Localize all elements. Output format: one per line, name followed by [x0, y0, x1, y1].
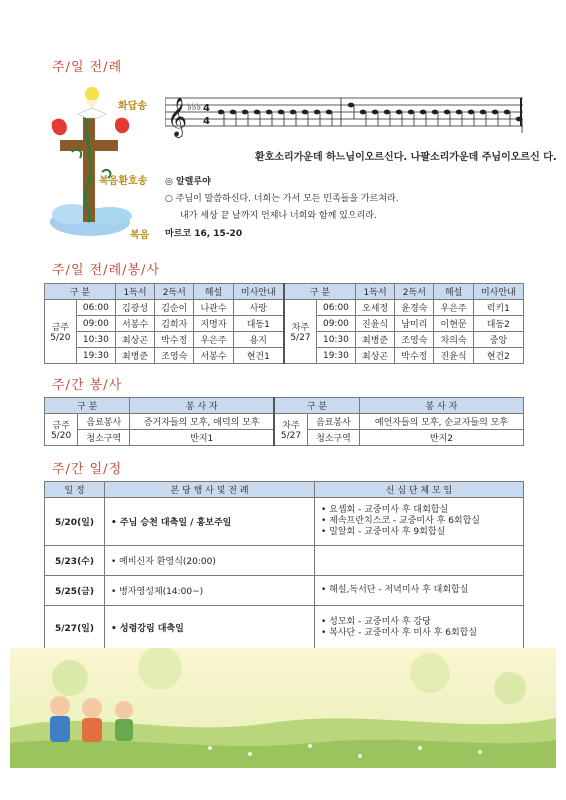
- svg-text:4: 4: [203, 116, 210, 127]
- gospel-verse-line1: ○ 주님이 말씀하신다. 너희는 가서 모든 민족들을 가르쳐라.: [165, 194, 399, 204]
- children-meadow-illustration: [10, 648, 556, 768]
- note-head: [444, 110, 450, 115]
- note-head: [480, 110, 486, 115]
- commentator-cell: 진윤식: [434, 348, 473, 364]
- table-header-row: [45, 284, 524, 300]
- volunteer-section-title: 주/간 봉/사: [52, 378, 123, 393]
- svg-text:♭♭♭: ♭♭♭: [187, 102, 202, 113]
- schedule-date: 5/20(일): [45, 498, 105, 546]
- table-row: [45, 546, 524, 576]
- table-header: 구 분: [45, 398, 130, 414]
- schedule-event: • 주님 승천 대축일 / 홍보주일: [105, 498, 315, 546]
- table-header: 해설: [434, 284, 473, 300]
- reader2-cell: 박수정: [155, 332, 194, 348]
- note-head: [326, 110, 332, 115]
- table-row: [45, 414, 524, 430]
- gospel-verse-line2: 내가 세상 끝 날까지 언제나 너희와 함께 있으리라.: [180, 211, 377, 221]
- time-cell: 09:00: [316, 316, 355, 332]
- group-item: • 요셉회 - 교중미사 후 대회합실: [321, 505, 449, 515]
- reader1-cell: 김광성: [115, 300, 154, 316]
- note-head: [278, 110, 284, 115]
- usher-cell: 용지: [233, 332, 284, 348]
- group-item: • 제속프란치스코 - 교중미사 후 6회합실: [321, 516, 480, 526]
- schedule-groups: [315, 546, 524, 576]
- note-head: [230, 110, 236, 115]
- table-header: 1독서: [355, 284, 394, 300]
- reader2-cell: 조영숙: [395, 332, 434, 348]
- reader1-cell: 오세정: [355, 300, 394, 316]
- week-label-cell: [45, 300, 77, 364]
- commentator-cell: 이현문: [434, 316, 473, 332]
- week-label: 차주: [282, 421, 300, 431]
- note-head: [302, 110, 308, 115]
- commentator-cell: 우은주: [434, 300, 473, 316]
- note-head: [504, 110, 510, 115]
- reader2-cell: 남미리: [395, 316, 434, 332]
- commentator-cell: 차의숙: [434, 332, 473, 348]
- table-header: 구 분: [274, 398, 359, 414]
- table-row: [45, 606, 524, 650]
- note-head: [266, 110, 272, 115]
- volunteer-table: [44, 397, 524, 446]
- usher-cell: 대동2: [473, 316, 523, 332]
- svg-text:4: 4: [203, 103, 210, 114]
- table-header: 미사안내: [473, 284, 523, 300]
- commentator-cell: 지명자: [194, 316, 233, 332]
- duty-cell: 음료봉사: [78, 414, 130, 430]
- usher-cell: 현건2: [473, 348, 523, 364]
- schedule-date: 5/27(일): [45, 606, 105, 650]
- schedule-date: 5/25(금): [45, 576, 105, 606]
- schedule-section-title: 주/간 일/정: [52, 462, 123, 477]
- week-label-cell: [284, 300, 316, 364]
- table-header: 봉 사 자: [359, 398, 523, 414]
- note-head: [314, 110, 320, 115]
- alleluia-text: ◎ 알렐루야: [165, 177, 211, 187]
- note-head: [384, 110, 390, 115]
- schedule-event: • 성령강림 대축일: [105, 606, 315, 650]
- note-head: [254, 110, 260, 115]
- table-header: 해설: [194, 284, 233, 300]
- table-header: 구 분: [45, 284, 116, 300]
- time-cell: 19:30: [76, 348, 115, 364]
- table-header-row: [45, 398, 524, 414]
- schedule-date: 5/23(수): [45, 546, 105, 576]
- usher-cell: 럭키1: [473, 300, 523, 316]
- commentator-cell: 나관수: [194, 300, 233, 316]
- table-header: 일 정: [45, 482, 105, 498]
- gospel-label: 복음: [130, 230, 150, 241]
- table-row: [45, 498, 524, 546]
- table-row: [45, 576, 524, 606]
- time-cell: 10:30: [316, 332, 355, 348]
- service-section-title: 주/일 전/례/봉/사: [52, 263, 160, 278]
- note-head: [516, 117, 522, 122]
- table-header: 1독서: [115, 284, 154, 300]
- schedule-event: • 병자영성체(14:00~): [105, 576, 315, 606]
- music-staff: [165, 84, 523, 144]
- group-item: • 성모회 - 교중미사 후 강당: [321, 616, 431, 627]
- schedule-event: • 예비신자 환영식(20:00): [105, 546, 315, 576]
- volunteer-cell: 증거자들의 모후, 애덕의 모후: [130, 414, 274, 430]
- entrance-label: 화답송: [118, 101, 147, 112]
- time-cell: 06:00: [76, 300, 115, 316]
- children-figures: [50, 696, 133, 742]
- reader2-cell: 김희자: [155, 316, 194, 332]
- week-date: 5/27: [290, 333, 311, 343]
- note-head: [360, 110, 366, 115]
- table-header: 2독서: [395, 284, 434, 300]
- table-header: 2독서: [155, 284, 194, 300]
- note-head: [348, 103, 354, 108]
- svg-text:𝄞: 𝄞: [167, 97, 188, 137]
- week-label: 금주: [52, 421, 70, 431]
- note-head: [468, 110, 474, 115]
- week-label: 차주: [291, 323, 310, 333]
- duty-cell: 청소구역: [308, 430, 360, 446]
- table-header: 봉 사 자: [130, 398, 274, 414]
- note-head: [290, 110, 296, 115]
- week-date: 5/20: [50, 333, 71, 343]
- reader2-cell: 윤경숙: [395, 300, 434, 316]
- table-header: 구 분: [284, 284, 356, 300]
- duty-cell: 청소구역: [78, 430, 130, 446]
- note-head: [408, 110, 414, 115]
- volunteer-cell: 예언자들의 모후, 순교자들의 모후: [359, 414, 523, 430]
- reader2-cell: 조영숙: [155, 348, 194, 364]
- week-date: 5/27: [280, 431, 302, 441]
- reader1-cell: 최상곤: [115, 332, 154, 348]
- schedule-groups: [315, 606, 524, 650]
- schedule-groups: [315, 576, 524, 606]
- time-cell: 10:30: [76, 332, 115, 348]
- note-head: [432, 110, 438, 115]
- liturgy-section-title: 주/일 전/례: [52, 60, 123, 75]
- note-head: [372, 110, 378, 115]
- reader2-cell: 박수정: [395, 348, 434, 364]
- week-label-cell: [45, 414, 78, 446]
- note-head: [218, 110, 224, 115]
- usher-cell: 사랑: [233, 300, 284, 316]
- time-cell: 19:30: [316, 348, 355, 364]
- usher-cell: 대동1: [233, 316, 284, 332]
- volunteer-cell: 반지2: [359, 430, 523, 446]
- note-head: [242, 110, 248, 115]
- usher-cell: 중앙: [473, 332, 523, 348]
- gospel-acclamation-label: 복음환호송: [99, 176, 148, 187]
- gospel-reference: 마르코 16, 15-20: [165, 229, 243, 239]
- reader1-cell: 서봉수: [115, 316, 154, 332]
- table-header: 신 심 단 체 모 임: [315, 482, 524, 498]
- table-row: [45, 300, 524, 316]
- usher-cell: 현건1: [233, 348, 284, 364]
- group-item: • 밀알회 - 교중미사 후 9회합실: [321, 527, 446, 537]
- week-label-cell: [274, 414, 308, 446]
- service-roster-table: [44, 283, 524, 364]
- schedule-groups: [315, 498, 524, 546]
- table-header-row: [45, 482, 524, 498]
- time-cell: 09:00: [76, 316, 115, 332]
- reader1-cell: 최병준: [355, 332, 394, 348]
- note-head: [456, 110, 462, 115]
- week-date: 5/20: [50, 431, 72, 441]
- weekly-schedule-table: [44, 481, 524, 650]
- volunteer-cell: 반지1: [130, 430, 274, 446]
- hymn-lyrics: 환호소리가운데 하느님이오르신다. 나팔소리가운데 주님이오르신 다.: [255, 152, 557, 163]
- duty-cell: 음료봉사: [308, 414, 360, 430]
- reader1-cell: 최병준: [115, 348, 154, 364]
- table-header: 본 당 행 사 및 전 례: [105, 482, 315, 498]
- group-item: • 복사단 - 교중미사 후 미사 후 6회합실: [321, 627, 478, 638]
- reader1-cell: 최상곤: [355, 348, 394, 364]
- note-head: [420, 110, 426, 115]
- commentator-cell: 우은주: [194, 332, 233, 348]
- commentator-cell: 서봉수: [194, 348, 233, 364]
- table-header: 미사안내: [233, 284, 284, 300]
- time-cell: 06:00: [316, 300, 355, 316]
- reader2-cell: 김순이: [155, 300, 194, 316]
- week-label: 금주: [51, 323, 70, 333]
- group-item: • 해설,독서단 - 저녁미사 후 대회합실: [321, 585, 469, 595]
- reader1-cell: 진윤식: [355, 316, 394, 332]
- note-head: [492, 110, 498, 115]
- note-head: [396, 110, 402, 115]
